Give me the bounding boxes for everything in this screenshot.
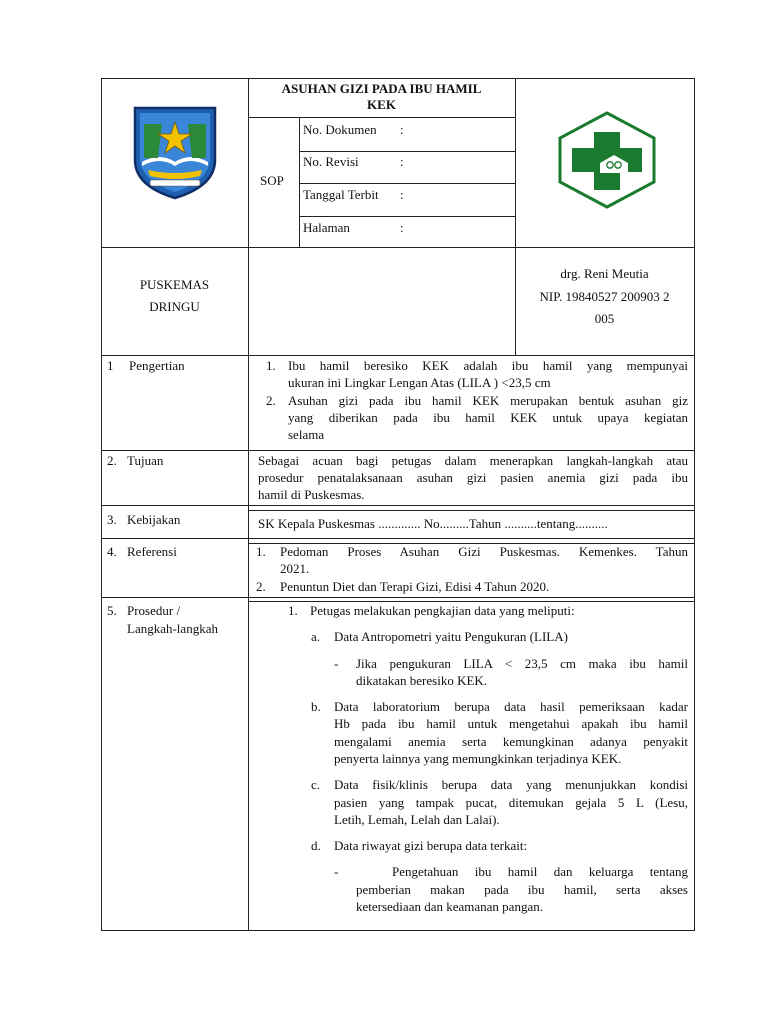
prosedur-sub-line: pasien yang tampak pucat, ditemukan gejala 5 L (Lesu,	[334, 795, 688, 810]
doc-number-colon: :	[400, 122, 404, 137]
pengertian-item-number: 1.	[266, 358, 276, 373]
section-number-prosedur: 5.	[107, 603, 117, 618]
prosedur-sub-line: Jika pengukuran LILA < 23,5 cm maka ibu hamil	[356, 656, 688, 671]
pengertian-item-line: ukuran ini Lingkar Lengan Atas (LILA ) <23,5 cm	[288, 375, 551, 390]
prosedur-bullet-dash: -	[334, 656, 339, 671]
signer-nip-line-2: 005	[594, 311, 615, 326]
prosedur-sub-line: pemberian makan pada ibu hamil, serta akses	[356, 882, 688, 897]
prosedur-sub-letter: b.	[311, 699, 321, 714]
issue-date-colon: :	[400, 187, 404, 202]
kebijakan-text: SK Kepala Puskesmas ............. No.........Tahun ..........tentang..........	[258, 516, 608, 531]
prosedur-step-number: 1.	[288, 603, 298, 618]
section-label-pengertian: Pengertian	[129, 358, 185, 373]
section-label-prosedur-line-2: Langkah-langkah	[127, 621, 218, 636]
section-number-referensi: 4.	[107, 544, 117, 559]
doc-number-label: No. Dokumen	[303, 122, 377, 137]
document-title	[248, 81, 515, 113]
section-number-pengertian: 1	[107, 358, 114, 373]
revision-colon: :	[400, 154, 404, 169]
section-number-tujuan: 2.	[107, 453, 117, 468]
page-colon: :	[400, 220, 404, 235]
section-number-kebijakan: 3.	[107, 512, 117, 527]
prosedur-sub-line: Data laboratorium berupa data hasil pemeriksaan kadar	[334, 699, 688, 714]
prosedur-sub-line: ketersediaan dan keamanan pangan.	[356, 899, 543, 914]
section-label-tujuan: Tujuan	[127, 453, 164, 468]
regional-crest-logo	[130, 104, 220, 200]
title-line-1: ASUHAN GIZI PADA IBU HAMIL	[281, 81, 482, 96]
pengertian-item-number: 2.	[266, 393, 276, 408]
pengertian-item-line: Ibu hamil beresiko KEK adalah ibu hamil yang mempunyai	[288, 358, 688, 373]
prosedur-sub-letter: a.	[311, 629, 321, 644]
prosedur-bullet-dash: -	[334, 864, 339, 879]
tujuan-line: hamil di Puskesmas.	[258, 487, 365, 502]
prosedur-step-text: Petugas melakukan pengkajian data yang meliputi:	[310, 603, 575, 618]
section-label-prosedur-line-1: Prosedur /	[127, 603, 181, 618]
prosedur-sub-letter: c.	[311, 777, 321, 792]
prosedur-sub-line: dikatakan beresiko KEK.	[356, 673, 488, 688]
revision-label: No. Revisi	[303, 154, 359, 169]
signer-nip-line-1: NIP. 19840527 200903 2	[539, 289, 670, 304]
tujuan-line: Sebagai acuan bagi petugas dalam menerapkan langkah-langkah atau	[258, 453, 688, 468]
prosedur-sub-text: Data Antropometri yaitu Pengukuran (LILA)	[334, 629, 568, 644]
puskesmas-logo	[556, 111, 658, 209]
prosedur-sub-line: penyerta lainnya yang memungkinkan terjadinya KEK.	[334, 751, 622, 766]
referensi-item-line: Pedoman Proses Asuhan Gizi Puskesmas. Kemenkes. Tahun	[280, 544, 688, 559]
issue-date-label: Tanggal Terbit	[303, 187, 379, 202]
puskesmas-name-line-1: PUSKEMAS	[139, 277, 210, 292]
puskesmas-name-line-2: DRINGU	[149, 299, 200, 314]
prosedur-sub-line: Letih, Lemah, Lelah dan Lalai).	[334, 812, 500, 827]
referensi-item-line: 2021.	[280, 561, 310, 576]
sop-label: SOP	[260, 173, 284, 188]
title-line-2: KEK	[367, 97, 396, 112]
prosedur-sub-line: Data fisik/klinis berupa data yang menunjukkan kondisi	[334, 777, 688, 792]
prosedur-sub-letter: d.	[311, 838, 321, 853]
referensi-item-number: 2.	[256, 579, 266, 594]
pengertian-item-line: yang diberikan pada ibu hamil KEK untuk upaya kegiatan	[288, 410, 688, 425]
prosedur-sub-line: mengalami anemia serta kemungkinan adanya penyakit	[334, 734, 688, 749]
pengertian-item-line: Asuhan gizi pada ibu hamil KEK merupakan bentuk asuhan giz	[288, 393, 688, 408]
prosedur-sub-line: Pengetahuan ibu hamil dan keluarga tentang	[392, 864, 688, 879]
section-label-kebijakan: Kebijakan	[127, 512, 181, 527]
tujuan-line: prosedur penatalaksanaan asuhan gizi pasien anemia gizi pada ibu	[258, 470, 688, 485]
section-label-referensi: Referensi	[127, 544, 177, 559]
signer-name: drg. Reni Meutia	[560, 266, 649, 281]
referensi-item-line: Penuntun Diet dan Terapi Gizi, Edisi 4 Tahun 2020.	[280, 579, 550, 594]
prosedur-sub-text: Data riwayat gizi berupa data terkait:	[334, 838, 528, 853]
prosedur-sub-line: Hb pada ibu hamil untuk mengetahui apakah ibu hamil	[334, 716, 688, 731]
referensi-item-number: 1.	[256, 544, 266, 559]
pengertian-item-line: selama	[288, 427, 325, 442]
page-label: Halaman	[303, 220, 350, 235]
